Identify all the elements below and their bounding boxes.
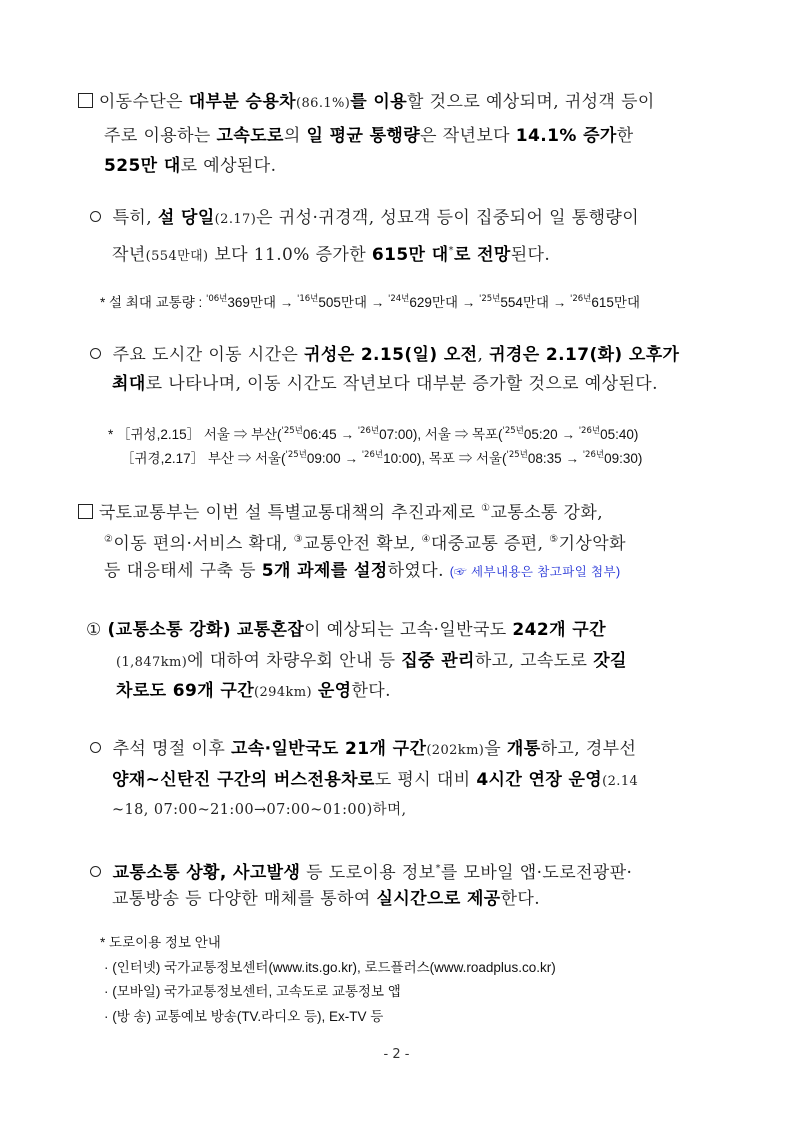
- point1-line2: [116, 650, 627, 674]
- text: 이 예상되는 고속·일반국도: [304, 620, 513, 640]
- point1a-line1: [90, 738, 636, 762]
- point1-line1: [86, 619, 606, 641]
- sub1a-line1: [90, 207, 639, 231]
- point1a-line2: [112, 769, 638, 793]
- page-number: - 2 -: [383, 1047, 410, 1062]
- emph: 설 당일: [157, 208, 215, 228]
- emph: 양재~신탄진 구간의 버스전용차로: [112, 770, 375, 790]
- emph: 242개 구간: [512, 620, 606, 640]
- text: 추석 명절 이후: [112, 739, 231, 759]
- num-mark: ⑤: [549, 534, 559, 545]
- note-road-info-item: · (방 송) 교통예보 방송(TV.라디오 등), Ex-TV 등: [104, 1009, 384, 1024]
- num-mark: ②: [104, 534, 114, 545]
- arrow: →: [367, 295, 389, 310]
- emph: 고속도로: [216, 126, 284, 146]
- text: 대중교통 증편,: [430, 534, 550, 554]
- text: 이동 편의·서비스 확대,: [113, 534, 294, 554]
- note-travel-time-row2: [121, 445, 642, 469]
- point1a-line3: [112, 798, 407, 821]
- text: ［귀경,2.17］ 부산 ⇒ 서울(: [121, 451, 286, 466]
- text: 하였다.: [387, 561, 450, 581]
- emph: 갓길: [593, 651, 627, 671]
- text: ①: [86, 620, 108, 640]
- text: 등 도로이용 정보: [300, 863, 436, 883]
- text: 에 대하여 차량우회 안내 등: [187, 651, 402, 671]
- text: 09:30): [604, 451, 643, 466]
- year: '25년: [281, 426, 303, 436]
- num-mark: ③: [293, 534, 304, 545]
- circle-bullet-icon: [90, 742, 101, 753]
- text: 교통소통 강화,: [490, 503, 604, 523]
- text: 09:00 →: [306, 451, 362, 466]
- section2-line1: [78, 498, 603, 524]
- text: 한: [616, 126, 634, 146]
- emph: 교통소통 상황, 사고발생: [112, 863, 301, 883]
- square-bullet-icon: [78, 504, 93, 519]
- text: 06:45 →: [302, 427, 358, 442]
- text: 국토교통부는 이번 설 특별교통대책의 추진과제로: [98, 503, 482, 523]
- footnote-mark: *: [448, 245, 454, 256]
- sub1a-line2: [112, 240, 550, 268]
- text: 을: [484, 739, 507, 759]
- emph: 고속·일반국도 21개 구간: [230, 739, 427, 759]
- text: 보다 11.0% 증가한: [208, 245, 372, 265]
- text: 08:35 →: [527, 451, 583, 466]
- text: 할 것으로 예상되며, 귀성객 등이: [407, 92, 655, 112]
- circle-bullet-icon: [90, 211, 101, 222]
- year: '25년: [502, 426, 524, 436]
- text: 로 예상된다.: [180, 156, 277, 176]
- emph: 615만 대: [371, 245, 449, 265]
- circle-bullet-icon: [90, 348, 101, 359]
- year: '26년: [361, 450, 384, 460]
- text: 하고, 고속도로: [474, 651, 594, 671]
- text: 교통방송 등 다양한 매체를 통하여: [112, 889, 377, 909]
- text: (202km): [426, 743, 485, 758]
- note-road-info-item: · (인터넷) 국가교통정보센터(www.its.go.kr), 로드플러스(www.roadplus.co.kr): [104, 960, 556, 975]
- value: 369만대: [227, 295, 276, 310]
- text: 주요 도시간 이동 시간은: [112, 345, 305, 365]
- note-label: * 설 최대 교통량 :: [100, 295, 207, 310]
- emph: 14.1% 증가: [515, 126, 617, 146]
- emph: 로 전망: [453, 245, 511, 265]
- emph: 5개 과제를 설정: [261, 561, 388, 581]
- text: 은 귀성·귀경객, 성묘객 등이 집중되어 일 통행량이: [256, 208, 640, 228]
- reference-note: (☞ 세부내용은 참고파일 첨부): [449, 565, 621, 579]
- sub1b-line2: [112, 373, 658, 395]
- value: 629만대: [409, 295, 458, 310]
- text: ~18, 07:00~21:00→07:00~01:00)하며,: [112, 802, 407, 818]
- emph: 실시간으로 제공: [376, 889, 501, 909]
- section2-line2: [104, 529, 626, 555]
- note-road-info-title: * 도로이용 정보 안내: [100, 935, 221, 950]
- year: '16년: [297, 294, 319, 304]
- text: (1,847km): [116, 655, 188, 670]
- section2-line3: [104, 560, 621, 583]
- text: (554만대): [145, 249, 209, 264]
- emph: 귀성은 2.15(일) 오전: [304, 345, 478, 365]
- text: 기상악화: [558, 534, 626, 554]
- value: 505만대: [318, 295, 367, 310]
- emph: 집중 관리: [401, 651, 475, 671]
- emph: 525만 대: [104, 156, 181, 176]
- emph: 귀경은 2.17(화) 오후가: [489, 345, 680, 365]
- emph: 일 평균 통행량: [306, 126, 421, 146]
- arrow: →: [458, 295, 480, 310]
- text: 하고, 경부선: [540, 739, 637, 759]
- year: '06년: [206, 294, 228, 304]
- text: (2.17): [214, 212, 257, 227]
- text: (2.14: [602, 774, 639, 789]
- text: 07:00), 서울 ⇒ 목포(: [379, 427, 503, 442]
- circle-bullet-icon: [90, 866, 101, 877]
- note-road-info-item: · (모바일) 국가교통정보센터, 고속도로 교통정보 앱: [104, 984, 401, 999]
- text: 이동수단은: [98, 92, 189, 112]
- year: '25년: [506, 450, 528, 460]
- note-traffic-volume: [100, 289, 640, 313]
- text: 10:00), 목포 ⇒ 서울(: [383, 451, 507, 466]
- emph: 를 이용: [350, 92, 408, 112]
- year: '26년: [357, 426, 380, 436]
- section1-line2: [104, 125, 634, 147]
- note-travel-time-row1: [108, 421, 638, 445]
- text: 교통안전 확보,: [303, 534, 422, 554]
- emph: 최대: [112, 374, 146, 394]
- text: 를 모바일 앱·도로전광판·: [440, 863, 633, 883]
- emph: 개통: [506, 739, 541, 759]
- emph: (교통소통 강화): [107, 620, 232, 640]
- emph: 대부분 승용차: [188, 92, 296, 112]
- year: '26년: [582, 450, 605, 460]
- text: 주로 이용하는: [104, 126, 217, 146]
- arrow: →: [549, 295, 571, 310]
- num-mark: ①: [481, 503, 491, 514]
- text: * ［귀성,2.15］ 서울 ⇒ 부산(: [108, 427, 282, 442]
- emph: 4시간 연장 운영: [476, 770, 603, 790]
- text: 특히,: [112, 208, 158, 228]
- text: 05:40): [600, 427, 639, 442]
- text: 작년: [112, 245, 146, 265]
- point1b-line2: [112, 888, 540, 910]
- emph: 차로도 69개 구간: [116, 681, 255, 701]
- arrow: →: [276, 295, 298, 310]
- text: 된다.: [510, 245, 551, 265]
- value: 554만대: [500, 295, 549, 310]
- text: 의: [283, 126, 307, 146]
- sub1b-line1: [90, 344, 679, 366]
- text: 등 대응태세 구축 등: [104, 561, 262, 581]
- year: '25년: [479, 294, 501, 304]
- num-mark: ④: [421, 534, 431, 545]
- text: 은 작년보다: [420, 126, 516, 146]
- point1b-line1: [90, 858, 632, 884]
- emph: 교통혼잡: [236, 620, 305, 640]
- text: (294km): [254, 685, 312, 700]
- text: ,: [477, 345, 490, 365]
- text: 도 평시 대비: [374, 770, 477, 790]
- section1-line1: [78, 91, 655, 115]
- year: '25년: [285, 450, 307, 460]
- year: '26년: [570, 294, 592, 304]
- footnote-mark: *: [435, 863, 441, 874]
- year: '24년: [388, 294, 410, 304]
- text: (86.1%): [296, 96, 351, 111]
- year: '26년: [578, 426, 601, 436]
- square-bullet-icon: [78, 93, 93, 108]
- point1-line3: [116, 680, 391, 704]
- text: 로 나타나며, 이동 시간도 작년보다 대부분 증가할 것으로 예상된다.: [145, 374, 658, 394]
- value: 615만대: [591, 295, 640, 310]
- text: 05:20 →: [523, 427, 579, 442]
- emph: 운영: [317, 681, 352, 701]
- section1-line3: [104, 155, 276, 177]
- text: 한다.: [500, 889, 541, 909]
- text: 한다.: [351, 681, 391, 701]
